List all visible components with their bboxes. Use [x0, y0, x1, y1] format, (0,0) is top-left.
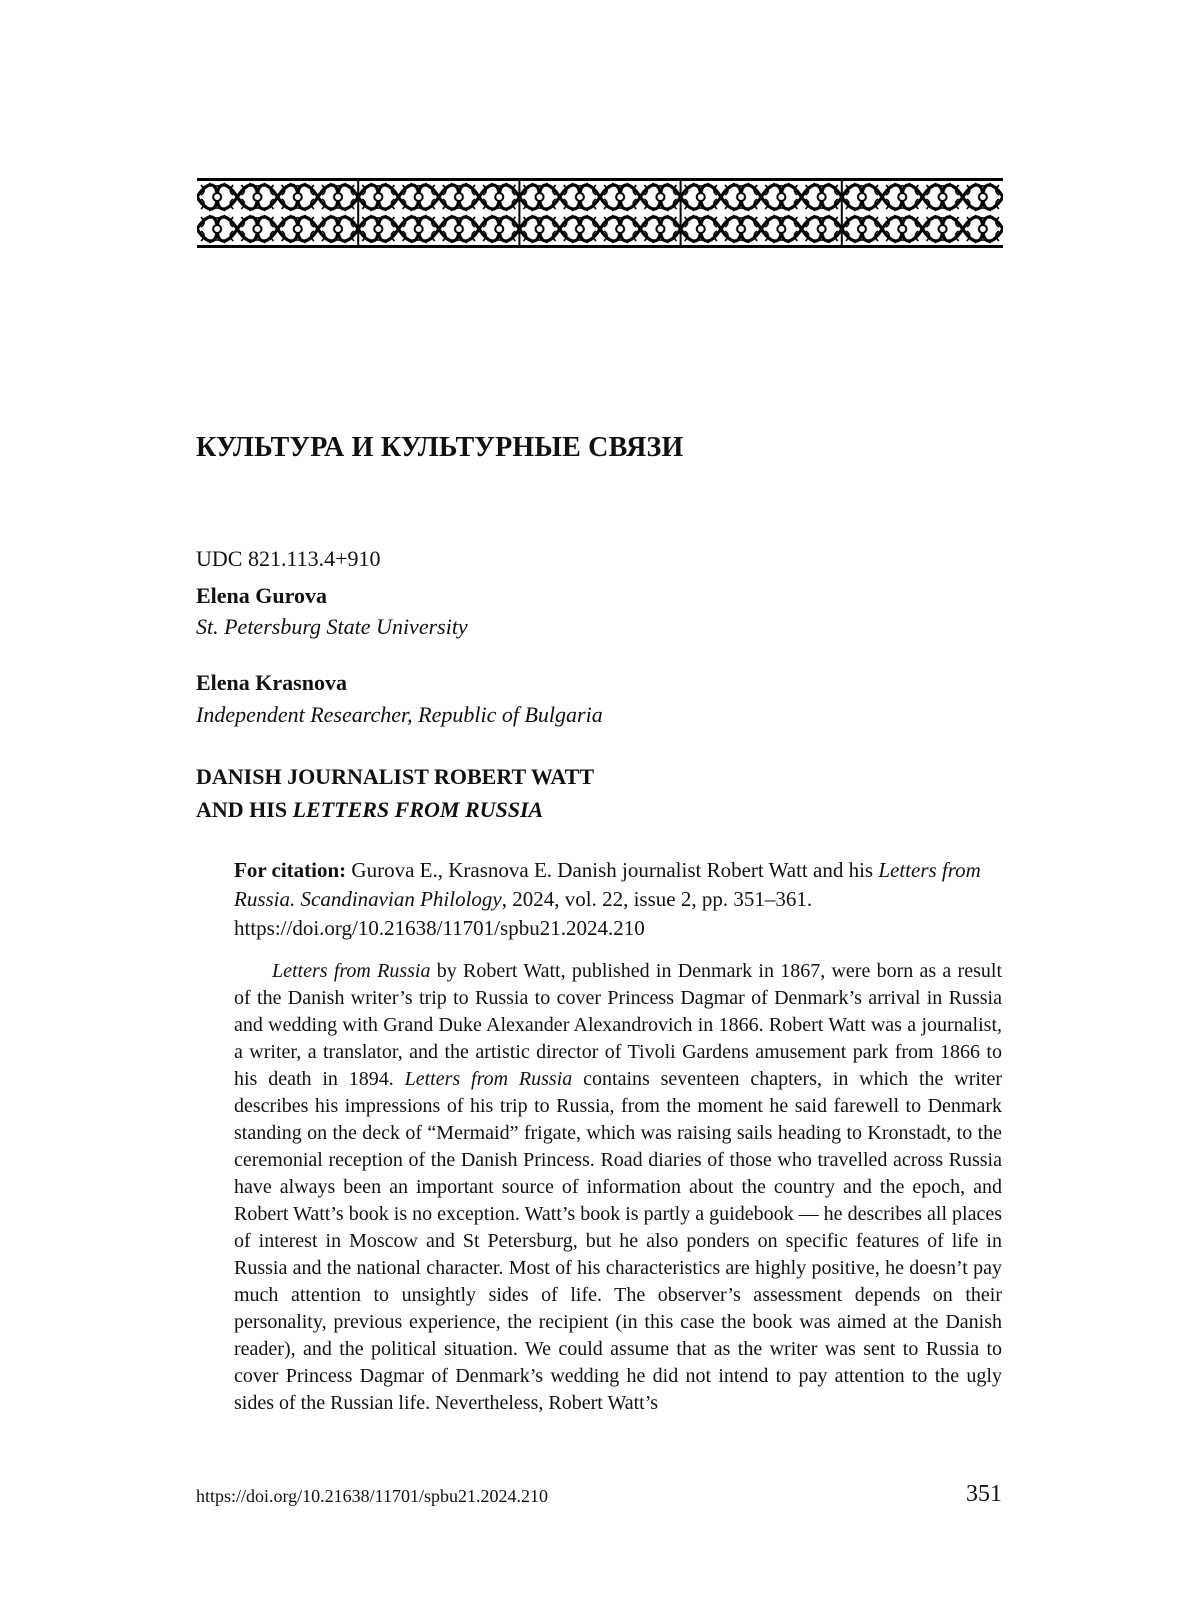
footer-doi-link[interactable]: https://doi.org/10.21638/11701/spbu21.2024.210	[196, 1486, 549, 1506]
author-affiliation-2: Independent Researcher, Republic of Bulgaria	[196, 702, 603, 727]
article-title-line1: DANISH JOURNALIST ROBERT WATT	[196, 764, 594, 789]
page-number: 351	[966, 1481, 1002, 1507]
citation-text-1: Gurova E., Krasnova E. Danish journalist Robert Watt and his	[346, 858, 879, 882]
abstract-text-1: by Robert Watt, published in Denmark in 1867, were born as a result of the Danish writer’s trip to Russia to cover Princess Dagmar of Denmark’s arrival in Russia and wedding with Grand Duke Alexander Alexandrovich in 1866. Robert Watt was a journalist, a writer, a translator, and the artistic director of Tivoli Gardens amusement park from 1866 to his death in 1894.	[234, 960, 1002, 1090]
citation-book-title: Letters from Russia	[234, 858, 981, 911]
celtic-knot-ornament-icon	[197, 178, 1003, 248]
citation-block	[234, 856, 1002, 943]
author-name-2: Elena Krasnova	[196, 670, 347, 695]
abstract-italic-mid: Letters from Russia	[404, 1068, 573, 1090]
citation-separator: .	[290, 887, 301, 911]
abstract-paragraph	[234, 958, 1002, 1417]
citation-doi-link[interactable]: https://doi.org/10.21638/11701/spbu21.2024.210	[234, 916, 645, 940]
article-title-line2-italic: LETTERS FROM RUSSIA	[292, 797, 544, 822]
author-affiliation-1: St. Petersburg State University	[196, 614, 468, 639]
abstract-text-2: contains seventeen chapters, in which the writer describes his impressions of his trip to Russia, from the moment he said farewell to Denmark standing on the deck of “Mermaid” frigate, which was raising sails heading to Kronstadt, to the ceremonial reception of the Danish Princess. Road diaries of those who travelled across Russia have always been an important source of information about the country and the epoch, and Robert Watt’s book is no exception. Watt’s book is partly a guidebook — he describes all places of interest in Moscow and St Petersburg, but he also ponders on specific features of life in Russia and the national character. Most of his characteristics are highly positive, he doesn’t pay much attention to unsightly sides of life. The observer’s assessment depends on their personality, previous experience, the recipient (in this case the book was aimed at the Danish reader), and the political situation. We could assume that as the writer was sent to Russia to cover Princess Dagmar of Denmark’s wedding he did not intend to pay attention to the ugly sides of the Russian life. Nevertheless, Robert Watt’s	[234, 1068, 1003, 1414]
article-title	[196, 760, 594, 826]
citation-label: For citation:	[234, 858, 347, 882]
citation-text-2: , 2024, vol. 22, issue 2, pp. 351–361.	[501, 887, 813, 911]
udc-code: UDC 821.113.4+910	[196, 546, 381, 571]
article-title-line2-prefix: AND HIS	[196, 797, 293, 822]
citation-journal: Scandinavian Philology	[300, 887, 502, 911]
abstract-italic-start: Letters from Russia	[272, 960, 431, 982]
author-name-1: Elena Gurova	[196, 583, 328, 608]
section-title: КУЛЬТУРА И КУЛЬТУРНЫЕ СВЯЗИ	[196, 432, 684, 463]
